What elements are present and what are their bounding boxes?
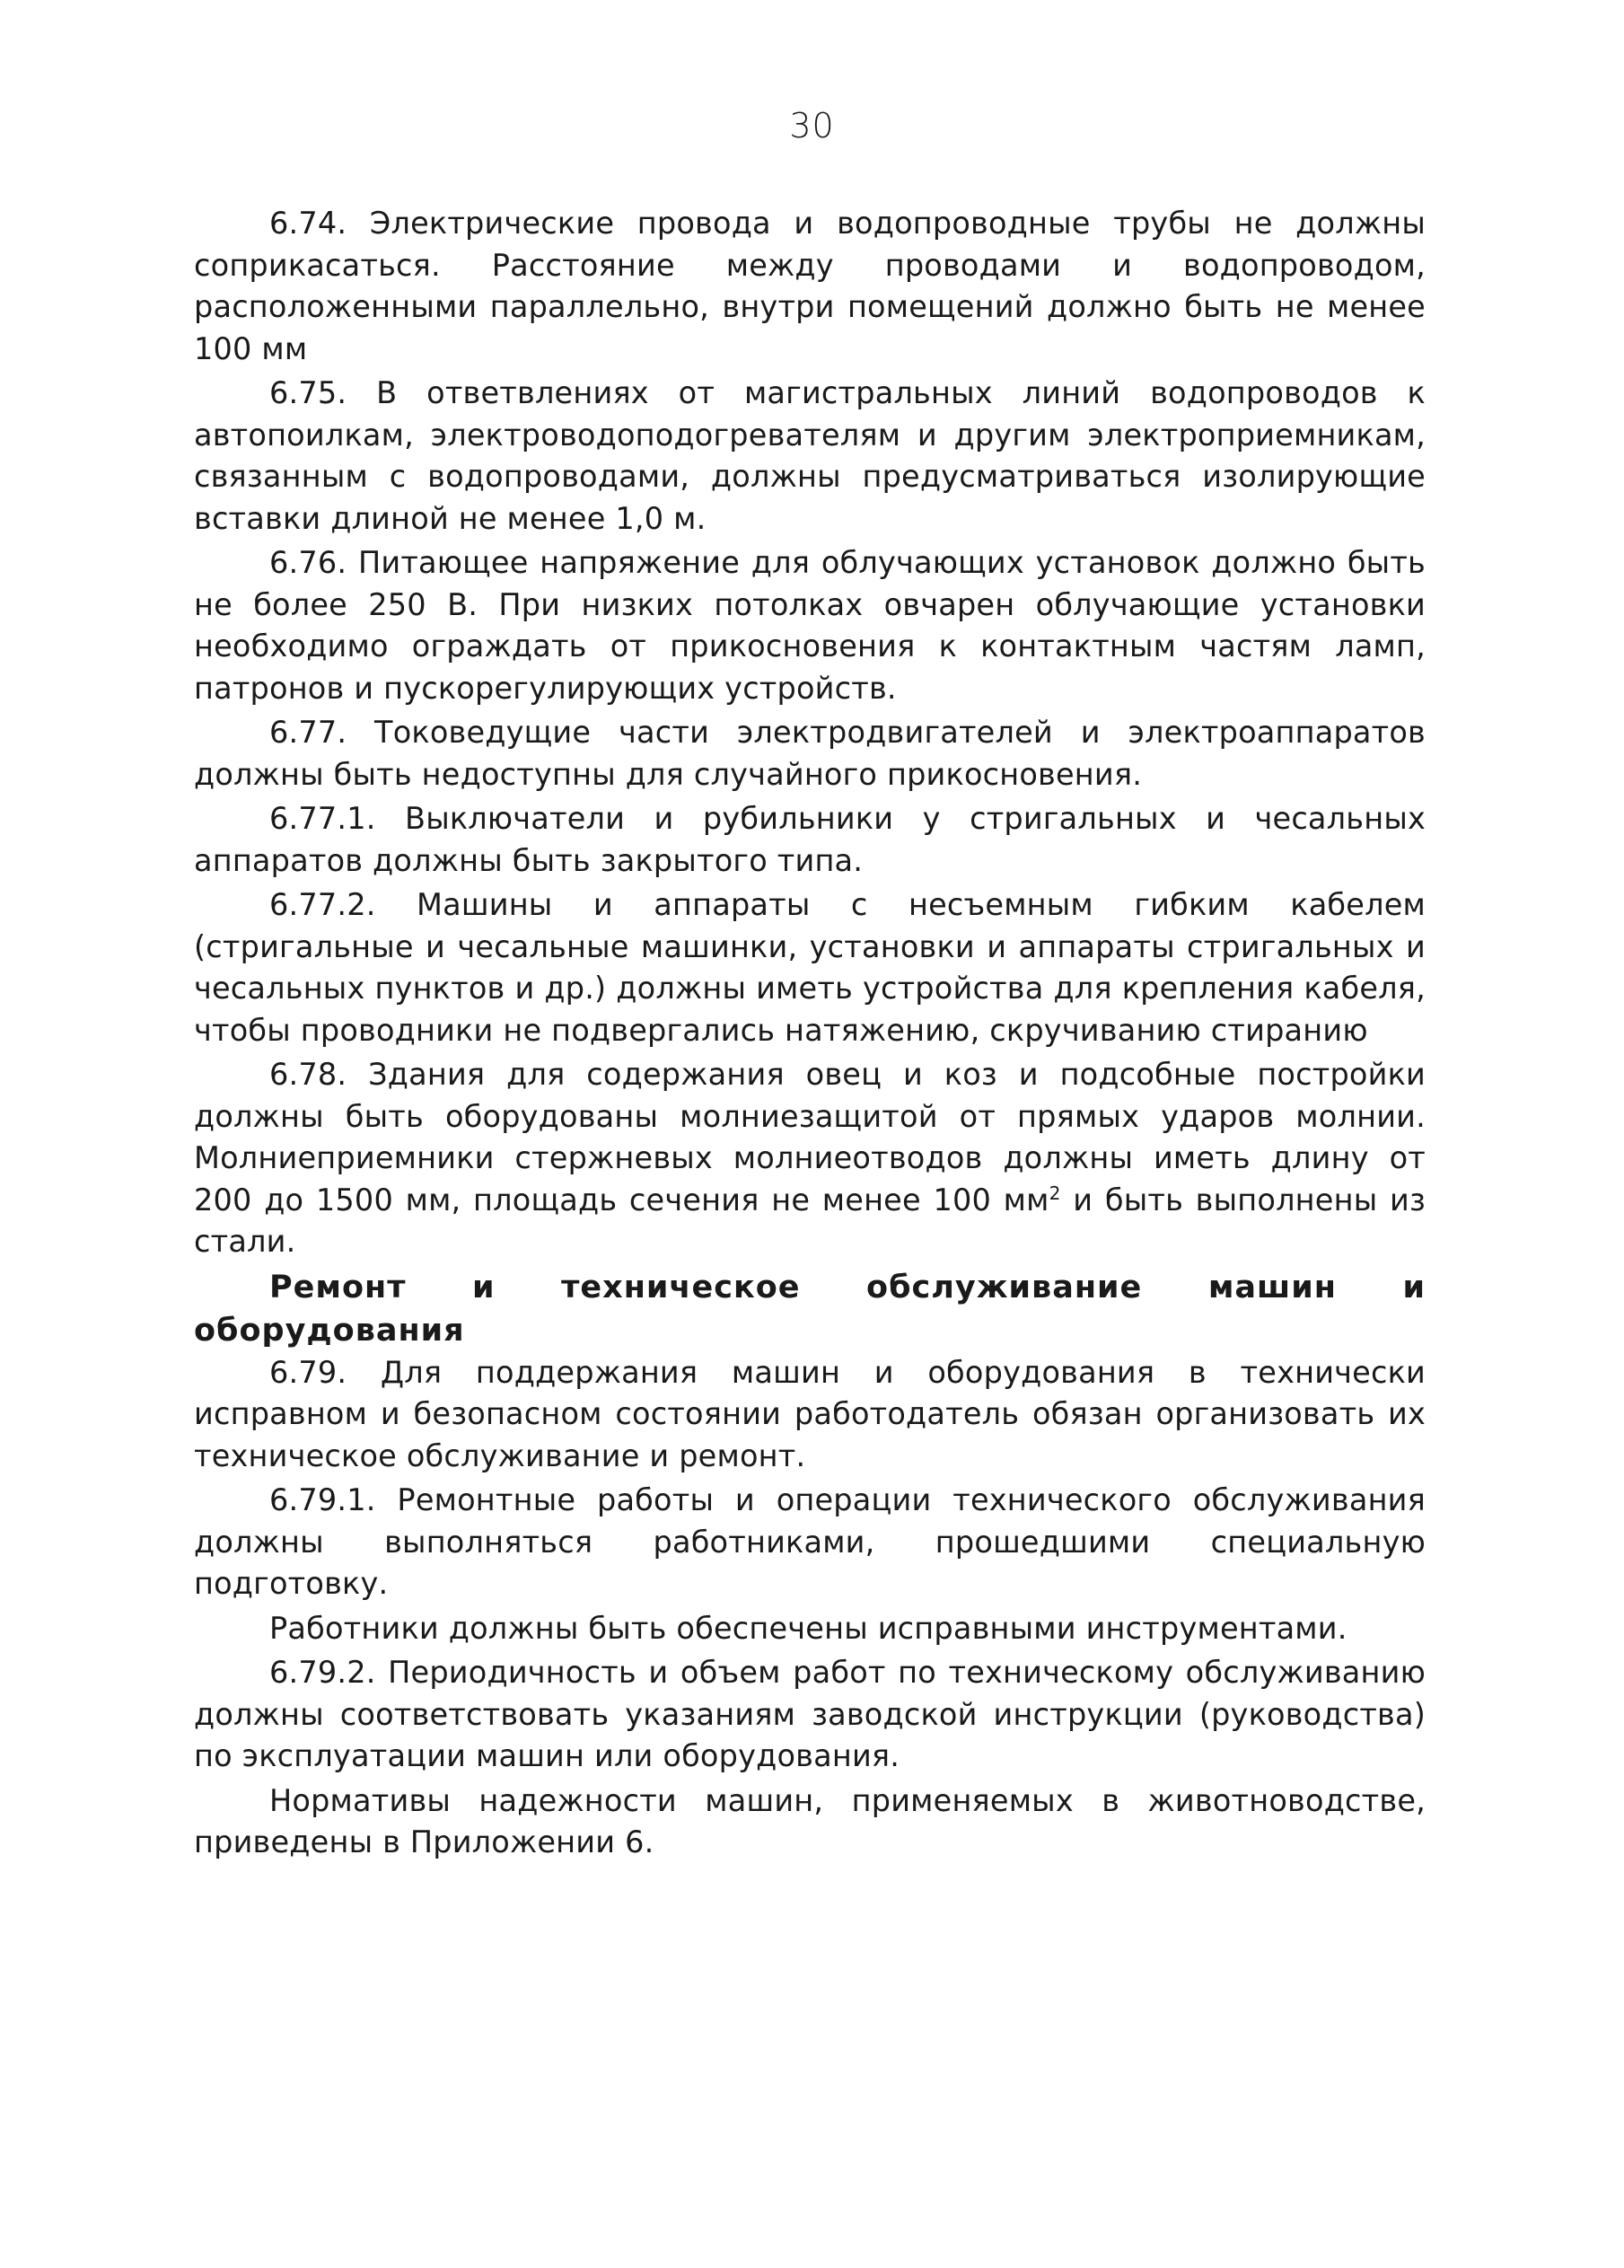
paragraph-6-74: 6.74. Электрические провода и водопроводные трубы не должны соприкасаться. Расстояние между проводами и водопроводом, расположенными параллельно, внутри помещений должно быть не менее 100 мм bbox=[194, 206, 1426, 366]
paragraph-6-77-2: 6.77.2. Машины и аппараты с несъемным гибким кабелем (стригальные и чесальные машинки, установки и аппараты стригальных и чесальных пунктов и др.) должны иметь устройства для крепления кабеля, чтобы проводники не подвергались натяжению, скручиванию стиранию bbox=[194, 887, 1426, 1048]
paragraph-6-78 bbox=[194, 1054, 1426, 1263]
page-number: 30 bbox=[789, 106, 835, 145]
paragraph-6-77-1: 6.77.1. Выключатели и рубильники у стригальных и чесальных аппаратов должны быть закрытого типа. bbox=[194, 801, 1426, 878]
paragraph-6-76: 6.76. Питающее напряжение для облучающих установок должно быть не более 250 В. При низких потолках овчарен облучающие установки необходимо ограждать от прикосновения к контактным частям ламп, патронов и пускорегулирующих устройств. bbox=[194, 545, 1426, 706]
paragraph-norms: Нормативы надежности машин, применяемых в животноводстве, приведены в Приложении 6. bbox=[194, 1782, 1426, 1859]
section-heading: Ремонт и техническое обслуживание машин и оборудования bbox=[194, 1269, 1426, 1349]
paragraph-6-78-tail: и быть выполнены из стали. bbox=[194, 1182, 1426, 1259]
paragraph-6-79-2: 6.79.2. Периодичность и объем работ по техническому обслуживанию должны соответствовать указаниям заводской инструкции (руководства) по эксплуатации машин или оборудования. bbox=[194, 1655, 1426, 1773]
paragraph-6-79-1-tools: Работники должны быть обеспечены исправными инструментами. bbox=[269, 1610, 1347, 1646]
paragraph-6-75: 6.75. В ответвлениях от магистральных линий водопроводов к автопоилкам, электроводоподогревателям и другим электроприемникам, связанным с водопроводами, должны предусматриваться изолирующие вставки длиной не менее 1,0 м. bbox=[194, 375, 1426, 536]
document-body bbox=[194, 203, 1426, 1864]
paragraph-6-77: 6.77. Токоведущие части электродвигателей и электроаппаратов должны быть недоступны для случайного прикосновения. bbox=[194, 715, 1426, 792]
paragraph-6-78-text: 6.78. Здания для содержания овец и коз и подсобные постройки должны быть оборудованы молниезащитой от прямых ударов молнии. Молниеприемники стержневых молниеотводов должны иметь длину от 200 до 1500 мм, площадь сечения не менее 100 мм bbox=[194, 1057, 1426, 1218]
paragraph-6-79: 6.79. Для поддержания машин и оборудования в технически исправном и безопасном состоянии работодатель обязан организовать их техническое обслуживание и ремонт. bbox=[194, 1354, 1426, 1473]
superscript-2: 2 bbox=[1049, 1182, 1061, 1204]
paragraph-6-79-1: 6.79.1. Ремонтные работы и операции технического обслуживания должны выполняться работниками, прошедшими специальную подготовку. bbox=[194, 1482, 1426, 1601]
